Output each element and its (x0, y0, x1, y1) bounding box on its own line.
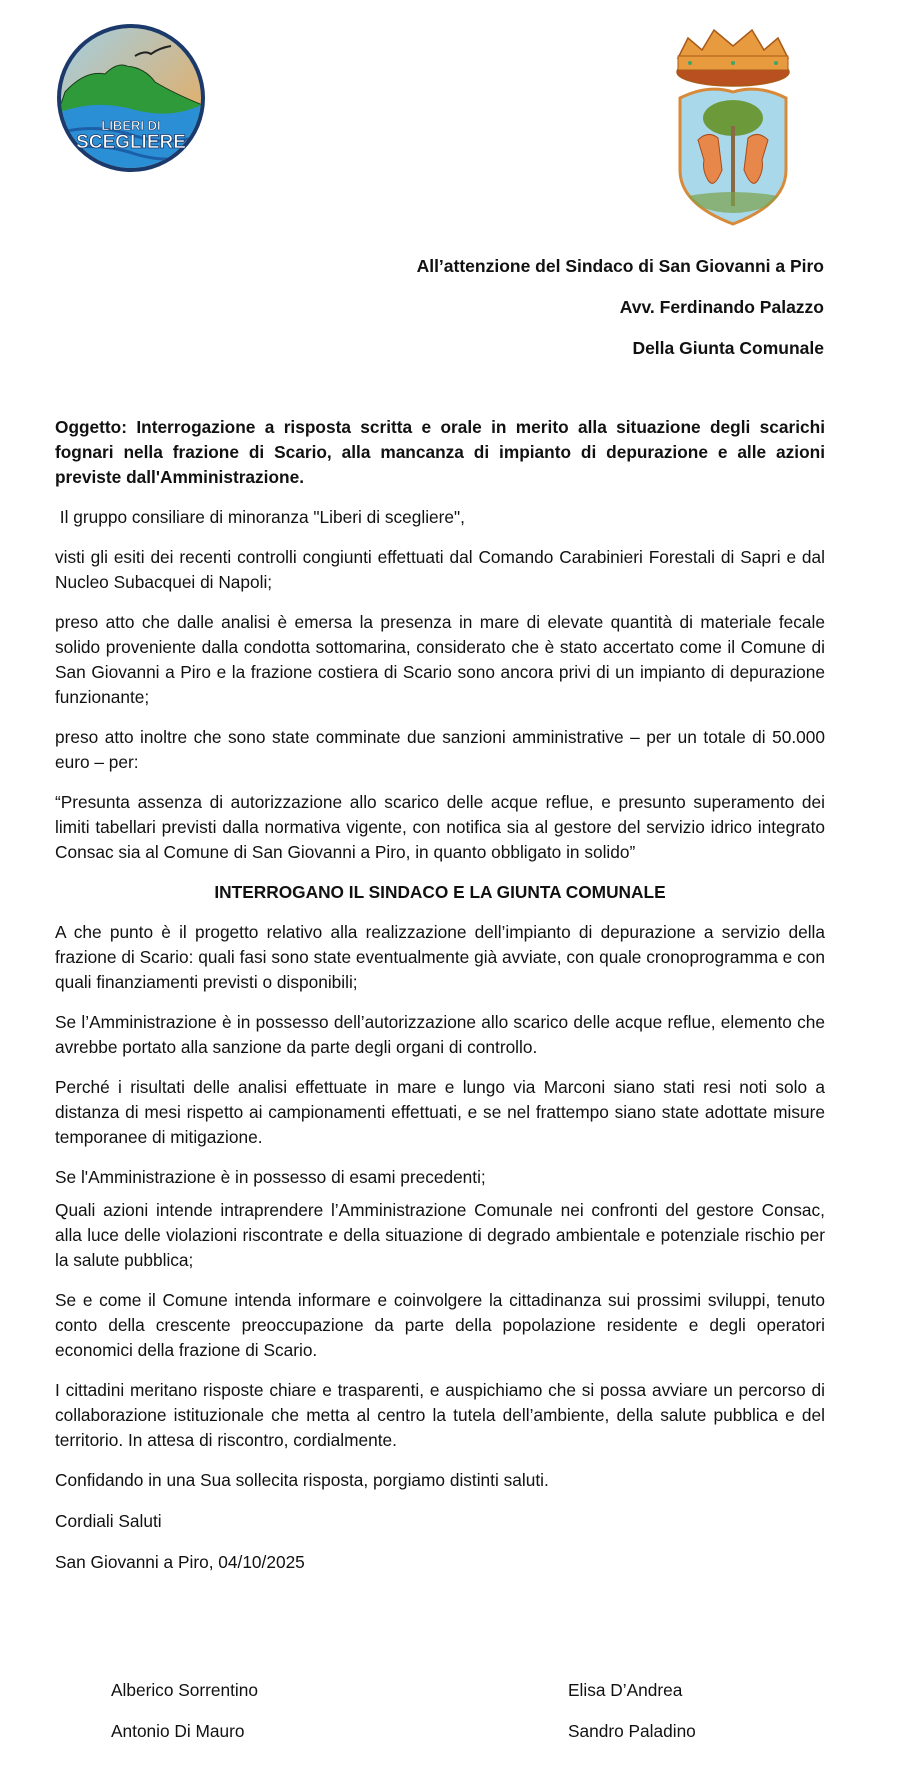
closing-block (55, 1468, 825, 1575)
recipients-block (417, 255, 824, 378)
signatory-name: Elisa D’Andrea (568, 1680, 683, 1700)
signatory-name: Alberico Sorrentino (111, 1680, 258, 1700)
party-logo-text-1: LIBERI DI (101, 118, 161, 133)
recipient-line: Avv. Ferdinando Palazzo (619, 297, 824, 317)
coat-of-arms-image (668, 20, 798, 228)
intro-paragraph: visti gli esiti dei recenti controlli congiunti effettuati dal Comando Carabinieri Forestali di Sapri e dal Nucleo Subacquei di Napoli; (55, 547, 825, 592)
intro-paragraph: Il gruppo consiliare di minoranza "Liberi di scegliere", (55, 507, 465, 527)
signatory-name: Sandro Paladino (568, 1721, 696, 1741)
party-logo (55, 22, 207, 174)
section-heading: INTERROGANO IL SINDACO E LA GIUNTA COMUNALE (214, 882, 666, 902)
intro-paragraph: preso atto che dalle analisi è emersa la presenza in mare di elevate quantità di materiale fecale solido proveniente dalla condotta sottomarina, considerato che è stato accertato come il Comune di San Giovanni a Piro e la frazione costiera di Scario sono ancora privi di un impianto di depurazione funzionante; (55, 612, 825, 707)
question-paragraph: Quali azioni intende intraprendere l’Amministrazione Comunale nei confronti del gestore Consac, alla luce delle violazioni riscontrate e della situazione di degrado ambientale e potenziale rischio per la salute pubblica; (55, 1200, 825, 1270)
question-paragraph: Se e come il Comune intenda informare e coinvolgere la cittadinanza sui prossimi sviluppi, tenuto conto della crescente preoccupazione da parte della popolazione residente e degli operatori economici della frazione di Scario. (55, 1290, 825, 1360)
closing-line: Confidando in una Sua sollecita risposta, porgiamo distinti saluti. (55, 1470, 549, 1490)
signatories-left (111, 1679, 258, 1761)
intro-paragraph: preso atto inoltre che sono state comminate due sanzioni amministrative – per un totale di 50.000 euro – per: (55, 727, 825, 772)
signatories-right (568, 1679, 696, 1761)
date-line: San Giovanni a Piro, 04/10/2025 (55, 1552, 305, 1572)
question-paragraph: Se l’Amministrazione è in possesso dell’autorizzazione allo scarico delle acque reflue, elemento che avrebbe portato alla sanzione da parte degli organi di controllo. (55, 1012, 825, 1057)
question-paragraph: Perché i risultati delle analisi effettuate in mare e lungo via Marconi siano stati resi noti solo a distanza di mesi rispetto ai campionamenti effettuati, e se nel frattempo siano state adottate misure temporanee di mitigazione. (55, 1077, 825, 1147)
question-paragraph: A che punto è il progetto relativo alla realizzazione dell’impianto di depurazione a servizio della frazione di Scario: quali fasi sono state eventualmente già avviate, con quale cronoprogramma e con quali finanziamenti previsti o disponibili; (55, 922, 825, 992)
question-paragraph: Se l'Amministrazione è in possesso di esami precedenti; (55, 1167, 486, 1187)
party-logo-text-2: SCEGLIERE (76, 132, 186, 153)
recipient-line: Della Giunta Comunale (632, 338, 824, 358)
quote-paragraph: “Presunta assenza di autorizzazione allo scarico delle acque reflue, e presunto superamento dei limiti tabellari previsti dalla normativa vigente, con notifica sia al gestore del servizio idrico integrato Consac sia al Comune di San Giovanni a Piro, in quanto obbligato in solido” (55, 792, 825, 862)
signatory-name: Antonio Di Mauro (111, 1721, 245, 1741)
recipient-line: All’attenzione del Sindaco di San Giovanni a Piro (416, 256, 824, 276)
question-paragraph: I cittadini meritano risposte chiare e trasparenti, e auspichiamo che si possa avviare un percorso di collaborazione istituzionale che metta al centro la tutela dell’ambiente, della salute pubblica e del territorio. In attesa di riscontro, cordialmente. (55, 1380, 825, 1450)
letter-body (55, 415, 825, 1591)
subject-paragraph: Oggetto: Interrogazione a risposta scritta e orale in merito alla situazione degli scarichi fognari nella frazione di Scario, alla mancanza di impianto di depurazione e alle azioni previste dall'Amministrazione. (55, 417, 825, 487)
closing-line: Cordiali Saluti (55, 1511, 162, 1531)
